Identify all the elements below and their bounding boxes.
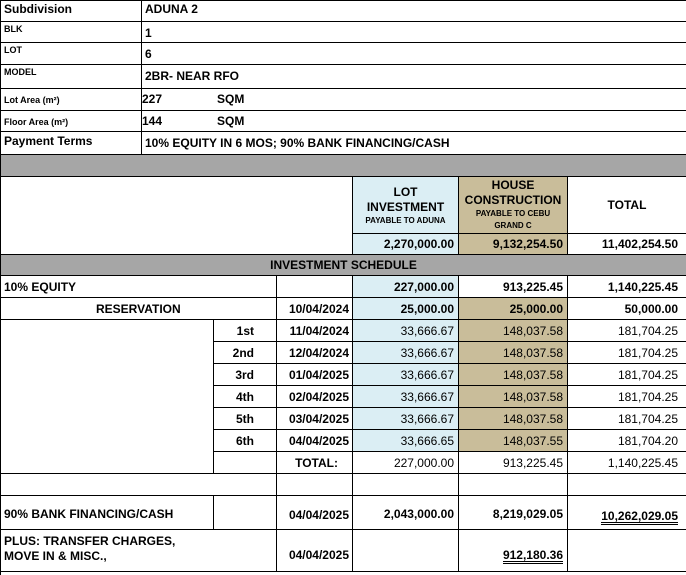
house-total-cell [459, 234, 568, 255]
spacer-cell [459, 474, 568, 496]
installment-total-value: 181,704.20 [617, 434, 678, 448]
subdivision-value: ADUNA 2 [145, 2, 198, 16]
installment-lot-value: 33,666.67 [400, 368, 454, 382]
plus-house-cell [459, 530, 568, 572]
lot-area-label-cell [1, 89, 142, 111]
installment-date-cell [277, 342, 353, 364]
lot-total-value: 2,270,000.00 [383, 237, 454, 251]
installment-date: 04/04/2025 [288, 434, 349, 448]
installment-lot-cell [353, 408, 459, 430]
equity-label-cell [1, 276, 277, 298]
equity-house-value: 913,225.45 [502, 280, 563, 294]
lot-area-unit: SQM [217, 92, 245, 106]
reservation-house-value: 25,000.00 [509, 302, 563, 316]
spacer-cell [1, 474, 277, 496]
bank-blank-cell [214, 496, 277, 530]
payment-terms-label-cell [1, 132, 142, 155]
bank-lot-cell [353, 496, 459, 530]
installment-house-value: 148,037.58 [502, 412, 563, 426]
lot-area-value-cell [142, 89, 686, 111]
payment-terms-label: Payment Terms [4, 134, 93, 148]
installment-house-cell [459, 342, 568, 364]
installment-house-cell [459, 430, 568, 452]
grand-total-value: 11,402,254.50 [601, 237, 678, 251]
plus-lot-cell [353, 530, 459, 572]
installment-lot-value: 33,666.65 [400, 434, 454, 448]
installment-house-value: 148,037.58 [502, 346, 563, 360]
plus-date-cell [277, 530, 353, 572]
equity-house-cell [459, 276, 568, 298]
equity-lot-value: 227,000.00 [393, 280, 454, 294]
plus-label-cell [1, 530, 277, 572]
installment-number-cell [214, 386, 277, 408]
reservation-lot-cell [353, 298, 459, 320]
installment-total-value: 181,704.25 [617, 390, 678, 404]
model-label: MODEL [4, 67, 37, 77]
installment-date-cell [277, 364, 353, 386]
installment-lot-cell [353, 386, 459, 408]
subdivision-label-cell [1, 1, 142, 22]
house-header-sub2: GRAND C [494, 221, 532, 230]
installment-house-cell [459, 408, 568, 430]
installment-date: 03/04/2025 [288, 412, 349, 426]
schedule-total-house-cell [459, 452, 568, 474]
bank-house-value: 8,219,029.05 [492, 507, 563, 521]
installment-house-value: 148,037.58 [502, 324, 563, 338]
investment-schedule-label: INVESTMENT SCHEDULE [270, 258, 417, 272]
spacer-cell [568, 474, 686, 496]
lot-investment-header [353, 177, 459, 234]
installment-date: 12/04/2024 [288, 346, 349, 360]
blk-label: BLK [4, 24, 23, 34]
equity-total-value: 1,140,225.45 [607, 280, 678, 294]
schedule-total-total-cell [568, 452, 686, 474]
installment-number-cell [214, 430, 277, 452]
model-value-cell [142, 65, 686, 89]
installment-lot-value: 33,666.67 [400, 346, 454, 360]
lot-header-line2: INVESTMENT [366, 200, 445, 214]
plus-date: 04/04/2025 [288, 548, 349, 562]
plus-total-cell [568, 530, 686, 572]
installment-date: 01/04/2025 [288, 368, 349, 382]
installment-number: 3rd [235, 368, 254, 382]
installment-house-value: 148,037.58 [502, 368, 563, 382]
installment-date-cell [277, 430, 353, 452]
reservation-label-cell [1, 298, 277, 320]
reservation-house-cell [459, 298, 568, 320]
installment-lot-cell [353, 364, 459, 386]
lot-label-cell [1, 43, 142, 65]
model-value: 2BR- NEAR RFO [145, 69, 240, 83]
plus-label-line2: MOVE IN & MISC., [4, 549, 107, 563]
installment-total-cell [568, 342, 686, 364]
floor-area-value-cell [142, 111, 686, 132]
payment-terms-value: 10% EQUITY IN 6 MOS; 90% BANK FINANCING/CASH [145, 136, 450, 150]
subdivision-label: Subdivision [4, 2, 73, 16]
lot-header-line1: LOT [393, 185, 418, 199]
house-header-sub1: PAYABLE TO CEBU [475, 209, 551, 218]
model-label-cell [1, 65, 142, 89]
installment-date: 11/04/2024 [289, 324, 349, 338]
house-construction-header [459, 177, 568, 234]
blk-value: 1 [145, 26, 152, 40]
installment-lot-value: 33,666.67 [400, 412, 454, 426]
installment-total-value: 181,704.25 [617, 324, 678, 338]
schedule-total-lot-cell [353, 452, 459, 474]
bank-lot-value: 2,043,000.00 [383, 507, 454, 521]
house-header-line1: HOUSE [491, 178, 535, 192]
lot-area-value: 227 [142, 92, 163, 106]
installment-house-cell [459, 320, 568, 342]
installment-number-cell [214, 342, 277, 364]
installment-house-cell [459, 364, 568, 386]
gray-separator-band [1, 155, 686, 177]
schedule-total-house-value: 913,225.45 [502, 456, 563, 470]
lot-total-cell [353, 234, 459, 255]
installment-total-value: 181,704.25 [617, 346, 678, 360]
installment-total-value: 181,704.25 [617, 368, 678, 382]
schedule-total-label-cell [277, 452, 353, 474]
installment-date-cell [277, 320, 353, 342]
blk-label-cell [1, 22, 142, 43]
installment-number: 5th [236, 412, 254, 426]
reservation-lot-value: 25,000.00 [400, 302, 454, 316]
payment-terms-value-cell [142, 132, 686, 155]
plus-house-value: 912,180.36 [502, 548, 563, 562]
installment-total-value: 181,704.25 [617, 412, 678, 426]
investment-schedule-title [1, 255, 686, 276]
installment-number: 4th [236, 390, 254, 404]
bank-label-cell [1, 496, 214, 530]
blk-value-cell [142, 22, 686, 43]
floor-area-unit: SQM [217, 114, 245, 128]
installment-house-value: 148,037.58 [502, 390, 563, 404]
reservation-label: RESERVATION [96, 302, 181, 316]
installment-lot-cell [353, 342, 459, 364]
spacer-cell [353, 474, 459, 496]
installment-lot-cell [353, 430, 459, 452]
floor-area-label-cell [1, 111, 142, 132]
plus-label-line1: PLUS: TRANSFER CHARGES, [4, 534, 176, 548]
reservation-total-cell [568, 298, 686, 320]
lot-value-cell [142, 43, 686, 65]
bank-date-cell [277, 496, 353, 530]
grand-total-cell [568, 234, 686, 255]
column-header-blank [1, 177, 353, 255]
installment-lot-value: 33,666.67 [400, 390, 454, 404]
lot-area-label: Lot Area (m²) [4, 95, 60, 105]
floor-area-value: 144 [142, 114, 163, 128]
bank-date: 04/04/2025 [288, 508, 349, 522]
bank-total-cell [568, 496, 686, 530]
lot-label: LOT [4, 45, 22, 55]
total-header-label: TOTAL [607, 198, 647, 212]
installment-lot-value: 33,666.67 [400, 324, 454, 338]
house-total-value: 9,132,254.50 [492, 237, 563, 251]
installment-number: 1st [236, 324, 254, 338]
installment-number-cell [214, 408, 277, 430]
bank-house-cell [459, 496, 568, 530]
installment-house-value: 148,037.55 [502, 434, 563, 448]
bank-label: 90% BANK FINANCING/CASH [4, 507, 174, 521]
spacer-cell [277, 474, 353, 496]
equity-label: 10% EQUITY [4, 280, 77, 294]
installment-total-cell [568, 408, 686, 430]
equity-total-cell [568, 276, 686, 298]
installment-total-cell [568, 386, 686, 408]
installment-number: 2nd [232, 346, 254, 360]
schedule-total-total-value: 1,140,225.45 [607, 456, 678, 470]
schedule-total-blank [214, 452, 277, 474]
installment-total-cell [568, 430, 686, 452]
installment-lot-cell [353, 320, 459, 342]
installment-date-cell [277, 386, 353, 408]
equity-date-cell [277, 276, 353, 298]
subdivision-value-cell [142, 1, 686, 22]
installment-number-cell [214, 320, 277, 342]
installment-blank-left [1, 320, 214, 474]
installment-number: 6th [236, 434, 254, 448]
lot-header-sub: PAYABLE TO ADUNA [365, 216, 446, 225]
equity-lot-cell [353, 276, 459, 298]
reservation-total-value: 50,000.00 [624, 302, 678, 316]
reservation-date: 10/04/2024 [288, 302, 349, 316]
schedule-total-label: TOTAL: [295, 456, 338, 470]
total-header [568, 177, 686, 234]
installment-house-cell [459, 386, 568, 408]
installment-number-cell [214, 364, 277, 386]
reservation-date-cell [277, 298, 353, 320]
installment-total-cell [568, 320, 686, 342]
installment-date-cell [277, 408, 353, 430]
lot-value: 6 [145, 47, 152, 61]
house-header-line2: CONSTRUCTION [464, 193, 562, 207]
installment-date: 02/04/2025 [288, 390, 349, 404]
floor-area-label: Floor Area (m²) [4, 117, 69, 127]
schedule-total-lot-value: 227,000.00 [393, 456, 454, 470]
installment-total-cell [568, 364, 686, 386]
bank-total-value: 10,262,029.05 [601, 509, 678, 523]
